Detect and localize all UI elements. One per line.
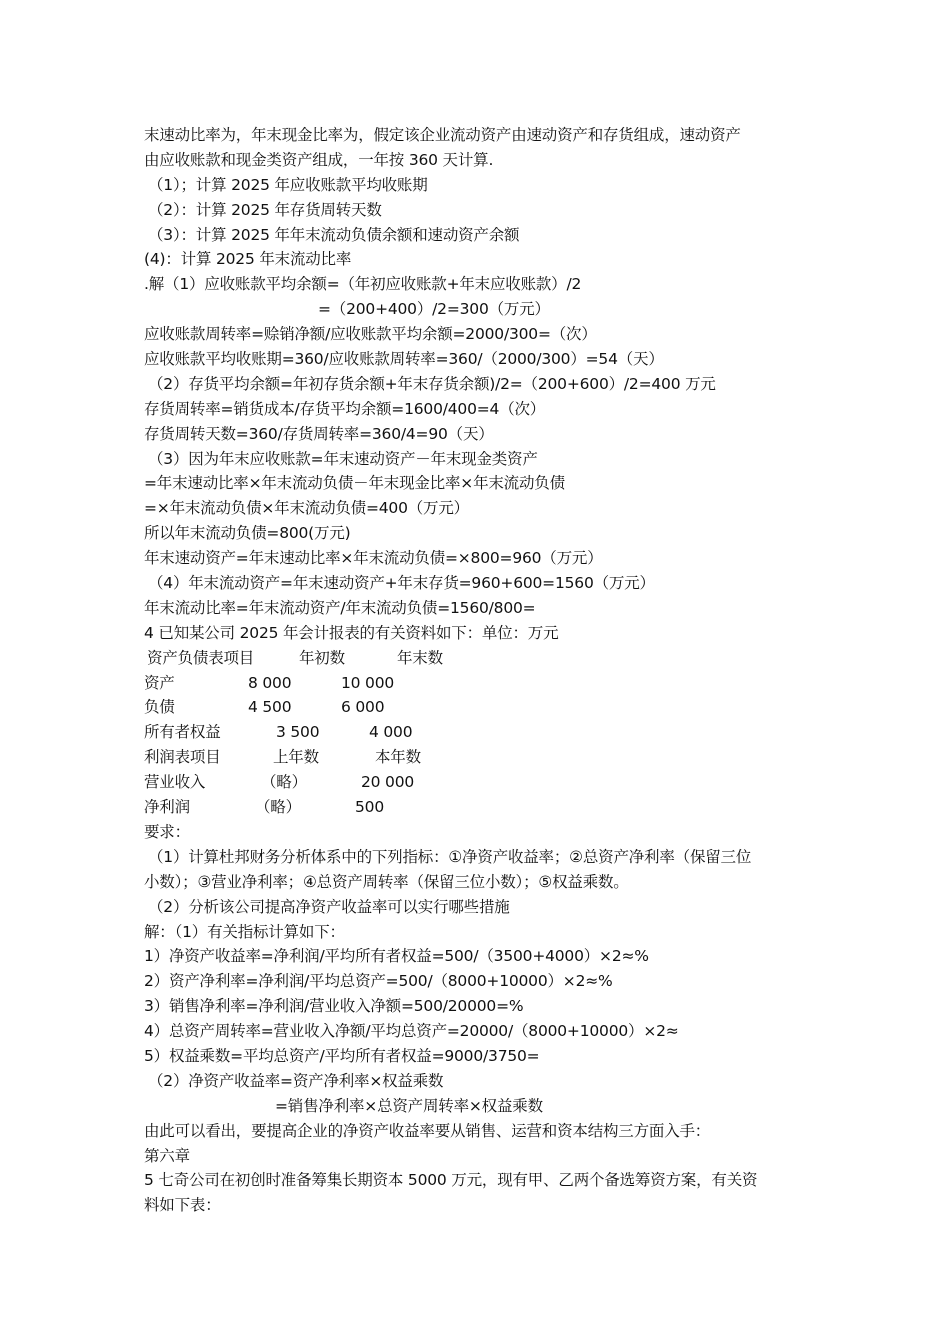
table-row — [144, 671, 814, 696]
text-line: =年末速动比率×年末流动负债－年末现金比率×年末流动负债 — [144, 474, 565, 493]
table-row — [144, 770, 814, 795]
text-line: 小数）；③营业净利率；④总资产周转率（保留三位小数）；⑤权益乘数。 — [144, 872, 629, 891]
table-cell: 年末数 — [397, 648, 443, 667]
part-b-text — [144, 820, 814, 1218]
text-line: 料如下表： — [144, 1196, 221, 1215]
table-cell: 上年数 — [273, 748, 319, 767]
table-row — [144, 745, 814, 770]
table-row — [144, 646, 814, 671]
table-cell: 20 000 — [361, 773, 415, 792]
text-line: 4 已知某公司 2025 年会计报表的有关资料如下：单位：万元 — [144, 623, 559, 642]
table-cell: （略） — [255, 798, 301, 817]
table-row — [144, 795, 814, 820]
table-cell: 营业收入 — [144, 773, 206, 792]
chapter-heading: 第六章 — [144, 1146, 190, 1165]
text-line: 由应收账款和现金类资产组成，一年按 360 天计算. — [144, 150, 494, 169]
text-line: 要求： — [144, 822, 190, 841]
table-cell: 4 500 — [248, 698, 292, 717]
text-line: .解（1）应收账款平均余额=（年初应收账款+年末应收账款）/2 — [144, 275, 582, 294]
table-cell: 3 500 — [276, 723, 320, 742]
table-cell: 500 — [355, 798, 384, 817]
text-line: 解：（1）有关指标计算如下： — [144, 922, 345, 941]
table-row — [144, 720, 814, 745]
text-line: （2）净资产收益率=资产净利率×权益乘数 — [148, 1071, 444, 1090]
text-line: 应收账款周转率=赊销净额/应收账款平均余额=2000/300=（次） — [144, 325, 597, 344]
document-page — [144, 123, 814, 1218]
text-line: =（200+400）/2=300（万元） — [318, 300, 550, 319]
text-line: 4）总资产周转率=营业收入净额/平均总资产=20000/（8000+10000）×2≈ — [144, 1022, 679, 1041]
table-cell: 8 000 — [248, 673, 292, 692]
text-line: 所以年末流动负债=800(万元) — [144, 524, 351, 543]
text-line: 1）净资产收益率=净利润/平均所有者权益=500/（3500+4000）×2≈% — [144, 947, 649, 966]
financial-data-table — [144, 646, 814, 820]
table-cell: （略） — [261, 773, 307, 792]
text-line: (4)：计算 2025 年末流动比率 — [144, 250, 352, 269]
table-cell: 利润表项目 — [144, 748, 221, 767]
text-line: （2）存货平均余额=年初存货余额+年末存货余额)/2=（200+600）/2=400 万元 — [148, 374, 716, 393]
table-cell: 所有者权益 — [144, 723, 221, 742]
text-line: 应收账款平均收账期=360/应收账款周转率=360/（2000/300）=54（天） — [144, 350, 664, 369]
text-line: 5）权益乘数=平均总资产/平均所有者权益=9000/3750= — [144, 1046, 540, 1065]
text-line: （3）因为年末应收账款=年末速动资产－年末现金类资产 — [148, 449, 538, 468]
table-row — [144, 695, 814, 720]
text-line: =×年末流动负债×年末流动负债=400（万元） — [144, 499, 469, 518]
text-line: 年末速动资产=年末速动比率×年末流动负债=×800=960（万元） — [144, 549, 603, 568]
text-line: 由此可以看出，要提高企业的净资产收益率要从销售、运营和资本结构三方面入手： — [144, 1121, 711, 1140]
table-cell: 负债 — [144, 698, 175, 717]
text-line: 年末流动比率=年末流动资产/年末流动负债=1560/800= — [144, 598, 536, 617]
text-line: 存货周转天数=360/存货周转率=360/4=90（天） — [144, 424, 494, 443]
text-line: （1）计算杜邦财务分析体系中的下列指标：①净资产收益率；②总资产净利率（保留三位 — [148, 847, 752, 866]
table-cell: 10 000 — [341, 673, 395, 692]
text-line: （4）年末流动资产=年末速动资产+年末存货=960+600=1560（万元） — [148, 574, 655, 593]
text-line: 末速动比率为，年末现金比率为，假定该企业流动资产由速动资产和存货组成，速动资产 — [144, 126, 741, 144]
table-cell: 资产 — [144, 673, 175, 692]
text-line: 3）销售净利率=净利润/营业收入净额=500/20000=% — [144, 997, 524, 1016]
table-cell: 本年数 — [375, 748, 421, 767]
text-line: =销售净利率×总资产周转率×权益乘数 — [275, 1096, 543, 1115]
text-line: （1）；计算 2025 年应收账款平均收账期 — [148, 175, 428, 194]
table-cell: 年初数 — [299, 648, 345, 667]
text-line: 存货周转率=销货成本/存货平均余额=1600/400=4（次） — [144, 399, 546, 418]
text-line: 5 七奇公司在初创时准备筹集长期资本 5000 万元，现有甲、乙两个备选筹资方案，有关资 — [144, 1171, 758, 1190]
table-cell: 资产负债表项目 — [147, 648, 255, 667]
table-cell: 净利润 — [144, 798, 190, 817]
text-line: 2）资产净利率=净利润/平均总资产=500/（8000+10000）×2≈% — [144, 972, 613, 991]
text-line: （2）分析该公司提高净资产收益率可以实行哪些措施 — [148, 897, 510, 916]
text-line: （2）：计算 2025 年存货周转天数 — [148, 200, 382, 219]
text-line: （3）：计算 2025 年年末流动负债余额和速动资产余额 — [148, 225, 520, 244]
part-a-text — [144, 123, 814, 646]
table-cell: 4 000 — [369, 723, 413, 742]
table-cell: 6 000 — [341, 698, 385, 717]
